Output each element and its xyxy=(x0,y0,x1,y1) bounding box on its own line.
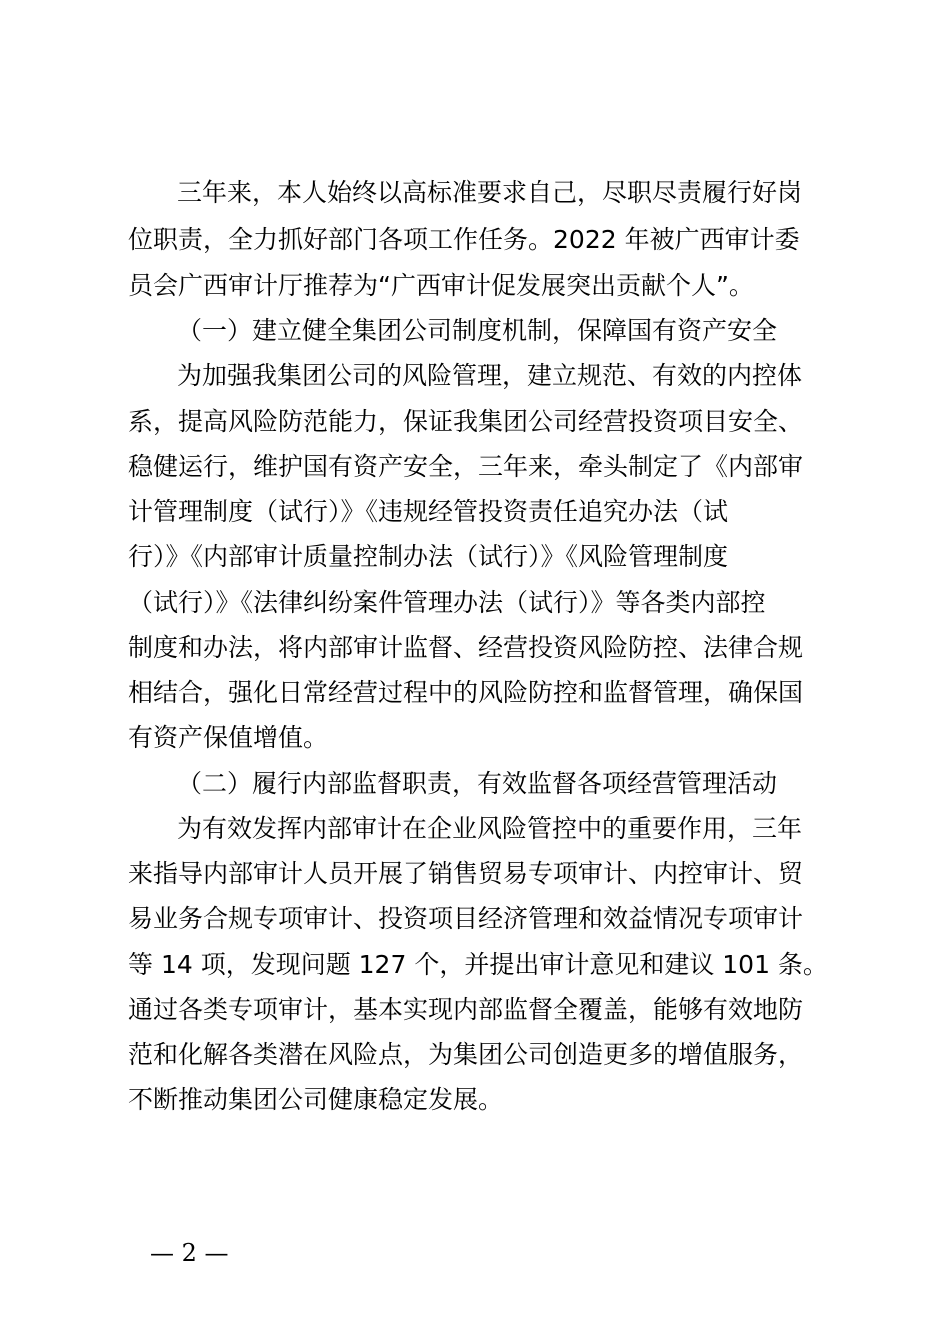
paragraph-line: 为加强我集团公司的风险管理，建立规范、有效的内控体 xyxy=(177,361,803,390)
page-number: — 2 — xyxy=(150,1239,229,1267)
paragraph-line: 范和化解各类潜在风险点，为集团公司创造更多的增值服务， xyxy=(128,1040,804,1069)
paragraph-line: 等 14 项，发现问题 127 个，并提出审计意见和建议 101 条。 xyxy=(128,950,828,979)
paragraph-line: 来指导内部审计人员开展了销售贸易专项审计、内控审计、贸 xyxy=(128,859,804,888)
paragraph-line: 员会广西审计厅推荐为“广西审计促发展突出贡献个人”。 xyxy=(128,271,754,300)
paragraph-line: 相结合，强化日常经营过程中的风险防控和监督管理，确保国 xyxy=(128,678,804,707)
paragraph-line: 位职责，全力抓好部门各项工作任务。2022 年被广西审计委 xyxy=(128,225,800,254)
paragraph-line: （试行）》《法律纠纷案件管理办法（试行）》等各类内部控 xyxy=(128,588,766,617)
section-heading: （一）建立健全集团公司制度机制，保障国有资产安全 xyxy=(177,316,778,345)
paragraph-line: 系，提高风险防范能力，保证我集团公司经营投资项目安全、 xyxy=(128,407,804,436)
paragraph-line: 易业务合规专项审计、投资项目经济管理和效益情况专项审计 xyxy=(128,904,804,933)
paragraph-line: 稳健运行，维护国有资产安全，三年来，牵头制定了《内部审 xyxy=(128,452,804,481)
paragraph-line: 为有效发挥内部审计在企业风险管控中的重要作用，三年 xyxy=(177,814,803,843)
paragraph-line: 行）》《内部审计质量控制办法（试行）》《风险管理制度 xyxy=(128,542,729,571)
paragraph-line: 三年来，本人始终以高标准要求自己，尽职尽责履行好岗 xyxy=(177,178,803,207)
paragraph-line: 有资产保值增值。 xyxy=(128,723,329,752)
paragraph-line: 计管理制度（试行）》《违规经管投资责任追究办法（试 xyxy=(128,497,729,526)
paragraph-line: 不断推动集团公司健康稳定发展。 xyxy=(128,1085,504,1114)
section-heading: （二）履行内部监督职责，有效监督各项经营管理活动 xyxy=(177,769,778,798)
paragraph-line: 通过各类专项审计，基本实现内部监督全覆盖，能够有效地防 xyxy=(128,995,804,1024)
paragraph-line: 制度和办法，将内部审计监督、经营投资风险防控、法律合规 xyxy=(128,633,804,662)
